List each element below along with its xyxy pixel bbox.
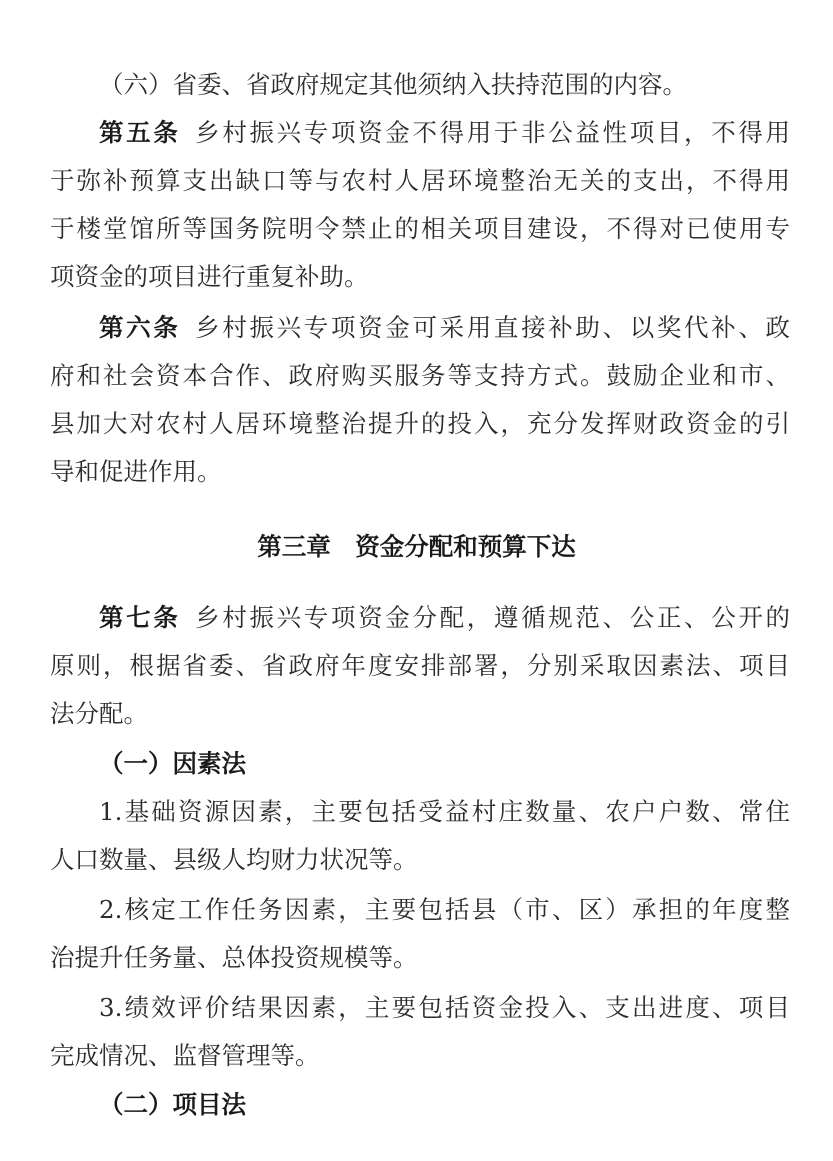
article-5-label: 第五条 [99,118,181,147]
article-7-line-2: 原则，根据省委、省政府年度安排部署，分别采取因素法、项目 [50,651,790,680]
item-6-text: （六）省委、省政府规定其他须纳入扶持范围的内容。 [99,70,687,99]
article-7-line-3: 法分配。 [50,699,148,728]
project-method-heading: （二）项目法 [99,1090,246,1119]
factor-item-2-line-1: 2.核定工作任务因素，主要包括县（市、区）承担的年度整 [99,895,790,924]
article-5-line-4: 项资金的项目进行重复补助。 [50,262,369,291]
article-5-line-3: 于楼堂馆所等国务院明令禁止的相关项目建设，不得对已使用专 [50,214,790,243]
factor-method-heading: （一）因素法 [99,749,246,778]
article-6-text-1: 乡村振兴专项资金可采用直接补助、以奖代补、政 [195,313,791,342]
article-6-line-1 [99,313,790,343]
chapter-3-title: 第三章 资金分配和预算下达 [257,532,576,561]
factor-item-1-line-1: 1.基础资源因素，主要包括受益村庄数量、农户户数、常住 [99,797,790,826]
factor-item-3-line-1: 3.绩效评价结果因素，主要包括资金投入、支出进度、项目 [99,993,790,1022]
article-5-text-1: 乡村振兴专项资金不得用于非公益性项目，不得用 [195,118,791,147]
article-6-label: 第六条 [99,313,181,342]
article-7-text-1: 乡村振兴专项资金分配，遵循规范、公正、公开的 [195,603,791,632]
article-6-line-3: 县加大对农村人居环境整治提升的投入，充分发挥财政资金的引 [50,409,790,438]
article-5-line-1 [99,118,790,148]
article-7-label: 第七条 [99,603,181,632]
article-5-line-2: 于弥补预算支出缺口等与农村人居环境整治无关的支出，不得用 [50,166,790,195]
article-7-line-1 [99,603,790,633]
article-6-line-4: 导和促进作用。 [50,457,222,486]
factor-item-1-line-2: 人口数量、县级人均财力状况等。 [50,845,418,874]
factor-item-3-line-2: 完成情况、监督管理等。 [50,1041,320,1070]
article-6-line-2: 府和社会资本合作、政府购买服务等支持方式。鼓励企业和市、 [50,361,790,390]
factor-item-2-line-2: 治提升任务量、总体投资规模等。 [50,943,418,972]
